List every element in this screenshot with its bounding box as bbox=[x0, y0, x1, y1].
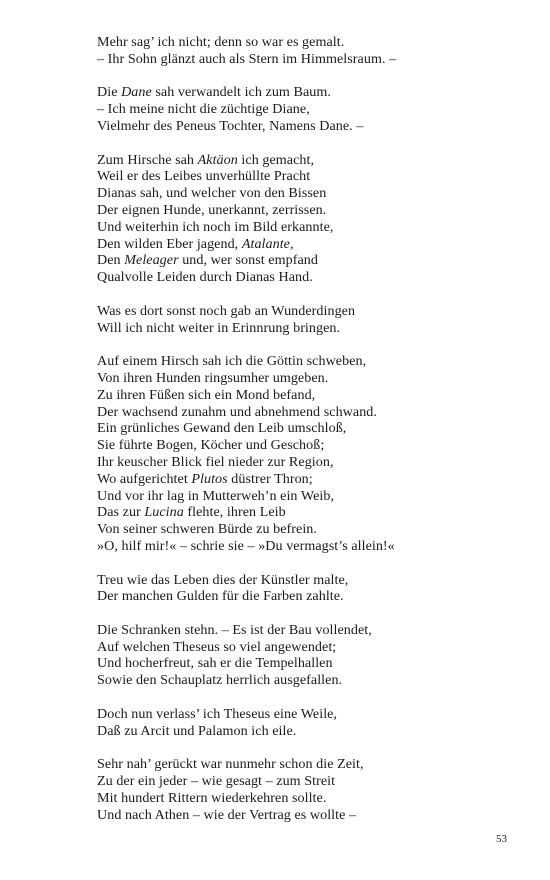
verse-line bbox=[97, 756, 517, 773]
verse-line bbox=[97, 807, 517, 824]
verse-line bbox=[97, 202, 517, 219]
stanza bbox=[97, 152, 517, 286]
stanza bbox=[97, 303, 517, 337]
verse-text: Die Schranken stehn. – Es ist der Bau vollendet, bbox=[97, 621, 372, 638]
verse-line bbox=[97, 706, 517, 723]
verse-line bbox=[97, 538, 517, 555]
verse-text: Mehr sag’ ich nicht; denn so war es gemalt. bbox=[97, 34, 345, 50]
verse-text: Auf einem Hirsch sah ich die Göttin schweben, bbox=[97, 353, 367, 370]
verse-line bbox=[97, 236, 517, 253]
verse-line bbox=[97, 572, 517, 589]
verse-line bbox=[97, 168, 517, 185]
verse-text: Zu ihren Füßen sich ein Mond befand, bbox=[97, 386, 316, 403]
verse-line bbox=[97, 219, 517, 236]
verse-line bbox=[97, 773, 517, 790]
verse-line bbox=[97, 353, 517, 370]
verse-line bbox=[97, 152, 517, 169]
verse-line bbox=[97, 672, 517, 689]
italic-name: Dane bbox=[121, 84, 152, 101]
verse-line bbox=[97, 588, 517, 605]
verse-text: Will ich nicht weiter in Erinnrung bringen. bbox=[97, 319, 341, 336]
verse-text: Daß zu Arcit und Palamon ich eile. bbox=[97, 722, 297, 739]
verse-text: Wo aufgerichtet bbox=[97, 470, 192, 487]
verse-text: Doch nun verlass’ ich Theseus eine Weile, bbox=[97, 705, 338, 722]
verse-text: Zu der ein jeder – wie gesagt – zum Streit bbox=[97, 773, 336, 790]
verse-line bbox=[97, 118, 517, 135]
verse-text: Der eignen Hunde, unerkannt, zerrissen. bbox=[97, 201, 327, 218]
verse-line bbox=[97, 437, 517, 454]
verse-text: »O, hilf mir!« – schrie sie – »Du vermagst’s allein!« bbox=[97, 537, 395, 554]
verse-text: und, wer sonst empfand bbox=[178, 252, 318, 269]
verse-line bbox=[97, 504, 517, 521]
verse-text: Ihr keuscher Blick fiel nieder zur Region, bbox=[97, 453, 334, 470]
verse-text: Dianas sah, und welcher von den Bissen bbox=[97, 185, 327, 202]
page-number: 53 bbox=[496, 833, 507, 845]
verse-line bbox=[97, 639, 517, 656]
verse-line bbox=[97, 387, 517, 404]
verse-text: Die bbox=[97, 84, 122, 101]
verse-text: Sowie den Schauplatz herrlich ausgefallen. bbox=[97, 672, 343, 689]
verse-text: düstrer Thron; bbox=[227, 470, 313, 487]
verse-text: Auf welchen Theseus so viel angewendet; bbox=[97, 638, 337, 655]
verse-text: Den wilden Eber jagend, bbox=[97, 235, 242, 252]
stanza bbox=[97, 572, 517, 606]
verse-text: – Ihr Sohn glänzt auch als Stern im Himmelsraum. – bbox=[97, 50, 397, 67]
stanza bbox=[97, 706, 517, 740]
verse-text: flehte, ihren Leib bbox=[183, 504, 286, 521]
italic-name: Atalante, bbox=[241, 235, 294, 252]
verse-text: Und nach Athen – wie der Vertrag es wollte – bbox=[97, 806, 357, 823]
verse-line bbox=[97, 471, 517, 488]
verse-text: Was es dort sonst noch gab an Wunderdingen bbox=[97, 302, 356, 319]
verse-text: Zum Hirsche sah bbox=[97, 151, 198, 168]
verse-text: Mit hundert Rittern wiederkehren sollte. bbox=[97, 789, 327, 806]
verse-text: Treu wie das Leben dies der Künstler malte, bbox=[97, 571, 349, 588]
verse-text: – Ich meine nicht die züchtige Diane, bbox=[97, 101, 310, 118]
italic-name: Meleager bbox=[124, 252, 179, 269]
verse-line bbox=[97, 269, 517, 286]
verse-line bbox=[97, 101, 517, 118]
stanza bbox=[97, 84, 517, 134]
verse-text: Der manchen Gulden für die Farben zahlte. bbox=[97, 588, 344, 605]
italic-name: Plutos bbox=[191, 470, 228, 487]
stanza bbox=[97, 34, 517, 68]
verse-line bbox=[97, 320, 517, 337]
stanza bbox=[97, 353, 517, 555]
verse-line bbox=[97, 370, 517, 387]
italic-name: Lucina bbox=[144, 504, 184, 521]
stanza bbox=[97, 756, 517, 823]
verse-line bbox=[97, 521, 517, 538]
verse-line bbox=[97, 790, 517, 807]
verse-line bbox=[97, 303, 517, 320]
verse-text: ich gemacht, bbox=[237, 151, 315, 168]
verse-text: Sie führte Bogen, Köcher und Geschoß; bbox=[97, 437, 325, 454]
verse-text: Und hocherfreut, sah er die Tempelhallen bbox=[97, 655, 333, 672]
verse-line bbox=[97, 84, 517, 101]
verse-text: Von ihren Hunden ringsumher umgeben. bbox=[97, 369, 329, 386]
verse-text: Und vor ihr lag in Mutterweh’n ein Weib, bbox=[97, 487, 335, 504]
verse-line bbox=[97, 404, 517, 421]
verse-line bbox=[97, 185, 517, 202]
verse-text: Von seiner schweren Bürde zu befrein. bbox=[97, 521, 317, 538]
verse-line bbox=[97, 34, 517, 51]
verse-line bbox=[97, 655, 517, 672]
verse-line bbox=[97, 51, 517, 68]
verse-line bbox=[97, 420, 517, 437]
verse-text: Ein grünliches Gewand den Leib umschloß, bbox=[97, 420, 347, 437]
verse-line bbox=[97, 252, 517, 269]
poem-text bbox=[97, 34, 517, 840]
stanza bbox=[97, 622, 517, 689]
verse-text: Der wachsend zunahm und abnehmend schwand. bbox=[97, 403, 377, 420]
verse-text: Das zur bbox=[97, 504, 145, 521]
verse-text: Und weiterhin ich noch im Bild erkannte, bbox=[97, 218, 334, 235]
verse-text: sah verwandelt ich zum Baum. bbox=[151, 84, 331, 101]
italic-name: Aktäon bbox=[197, 151, 238, 168]
verse-text: Qualvolle Leiden durch Dianas Hand. bbox=[97, 269, 313, 286]
verse-text: Vielmehr des Peneus Tochter, Namens Dane. – bbox=[97, 117, 364, 134]
verse-text: Den bbox=[97, 252, 125, 269]
verse-line bbox=[97, 488, 517, 505]
verse-line bbox=[97, 723, 517, 740]
verse-line bbox=[97, 454, 517, 471]
verse-line bbox=[97, 622, 517, 639]
verse-text: Weil er des Leibes unverhüllte Pracht bbox=[97, 168, 311, 185]
verse-text: Sehr nah’ gerückt war nunmehr schon die Zeit, bbox=[97, 756, 364, 773]
